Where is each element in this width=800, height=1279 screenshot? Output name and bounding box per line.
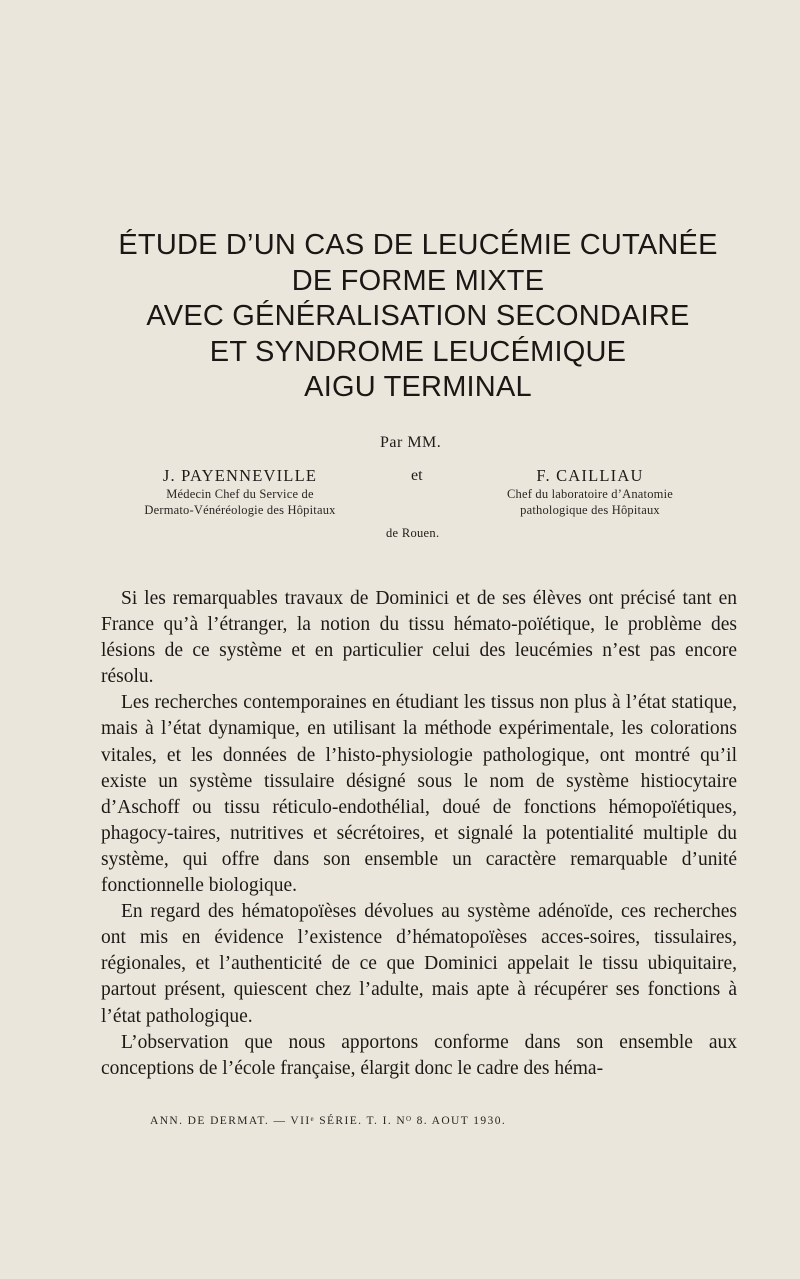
byline-conjunction: et <box>411 467 423 484</box>
title-line: ET SYNDROME LEUCÉMIQUE <box>209 335 627 368</box>
body-paragraph: Les recherches contemporaines en étudiant les tissus non plus à l’état statique, mais à l’état dynamique, en utilisant la méthode expérimentale, les colorations vitales, et les données de l’histo-physiologie pathologique, ont montré qu’il existe un système tissulaire désigné sous le nom de système histiocytaire d’Aschoff ou tissu réticulo-endothélial, doué de fonctions hémopoïétiques, phagocy-taires, nutritives et sécrétoires, et signalé la potentialité multiple du système, qui offre dans son ensemble un caractère remarquable d’unité fonctionnelle biologique. <box>101 692 737 897</box>
author-role: Médecin Chef du Service de <box>166 487 314 501</box>
body-paragraph: En regard des hématopoïèses dévolues au système adénoïde, ces recherches ont mis en évidence l’existence d’hématopoïèses acces-soires, tissulaires, régionales, et l’authenticité de ce que Dominici appelait le tissu ubiquitaire, partout présent, quiescent chez l’adulte, mais apte à récupérer ses fonctions à l’état pathologique. <box>101 901 737 1027</box>
body-paragraph: L’observation que nous apportons conforme dans son ensemble aux conceptions de l’école française, élargit donc le cadre des héma- <box>101 1031 737 1079</box>
article-body <box>101 586 737 1082</box>
author-payenneville <box>120 466 360 518</box>
author-cailliau <box>462 466 718 518</box>
body-paragraph: Si les remarquables travaux de Dominici et de ses élèves ont précisé tant en France qu’à l’étranger, la notion du tissu hémato-poïétique, le problème des lésions de ce système et en particulier celui des leucémies n’est pas encore résolu. <box>101 588 737 688</box>
author-role: Dermato-Vénéréologie des Hôpitaux <box>144 503 336 517</box>
title-line: AIGU TERMINAL <box>304 371 532 403</box>
author-name: F. CAILLIAU <box>536 466 644 485</box>
article-title <box>0 228 800 406</box>
journal-footer: ANN. DE DERMAT. — VIIᵉ SÉRIE. T. I. Nᴼ 8. AOUT 1930. <box>150 1115 507 1127</box>
title-line: DE FORME MIXTE <box>291 264 545 297</box>
byline-par: Par MM. <box>380 434 442 451</box>
author-name: J. PAYENNEVILLE <box>162 466 318 485</box>
title-line: ÉTUDE D’UN CAS DE LEUCÉMIE CUTANÉE <box>118 229 718 261</box>
byline-city: de Rouen. <box>386 526 440 540</box>
author-role: pathologique des Hôpitaux <box>520 503 660 517</box>
title-line: AVEC GÉNÉRALISATION SECONDAIRE <box>146 300 690 332</box>
author-role: Chef du laboratoire d’Anatomie <box>506 487 674 501</box>
